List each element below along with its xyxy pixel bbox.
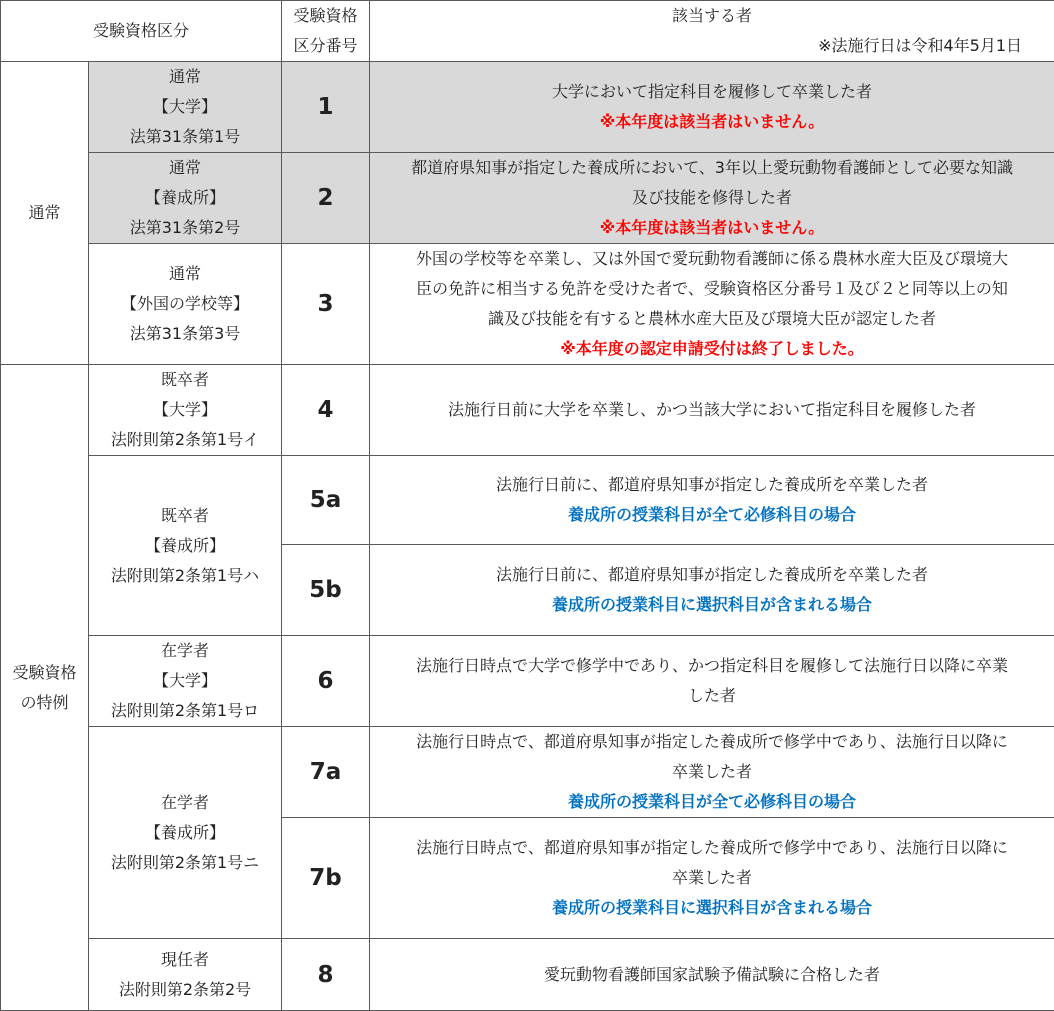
- description-cell: [370, 365, 1054, 456]
- group-normal: [1, 62, 89, 365]
- header-number-line2: 区分番号: [282, 31, 369, 61]
- category-number: 5b: [282, 545, 370, 636]
- description-line: 愛玩動物看護師国家試験予備試験に合格した者: [370, 960, 1054, 990]
- subcategory-line: 【大学】: [89, 395, 281, 425]
- description-line: 臣の免許に相当する免許を受けた者で、受験資格区分番号１及び２と同等以上の知: [370, 274, 1054, 304]
- table-row: [1, 727, 1054, 818]
- category-number: 2: [282, 153, 370, 244]
- category-number: 4: [282, 365, 370, 456]
- group-special: [1, 365, 89, 1011]
- description-cell: [370, 62, 1054, 153]
- subcategory-cell: [89, 365, 282, 456]
- table-row: [1, 244, 1054, 365]
- description-line: 法施行日時点で大学で修学中であり、かつ指定科目を履修して法施行日以降に卒業: [370, 651, 1054, 681]
- subcategory-line: 法附則第2条第1号ロ: [89, 696, 281, 726]
- subcategory-line: 既卒者: [89, 365, 281, 395]
- category-number: 3: [282, 244, 370, 365]
- header-eligible-label: 該当する者: [370, 1, 1054, 31]
- remark-red: ※本年度の認定申請受付は終了しました。: [370, 334, 1054, 364]
- subcategory-cell: [89, 62, 282, 153]
- header-category-label: 受験資格区分: [93, 21, 189, 40]
- description-line: 大学において指定科目を履修して卒業した者: [370, 77, 1054, 107]
- subcategory-line: 【大学】: [89, 92, 281, 122]
- remark-blue: 養成所の授業科目に選択科目が含まれる場合: [370, 590, 1054, 620]
- description-cell: [370, 939, 1054, 1011]
- table-row: [1, 153, 1054, 244]
- header-eligible: [370, 1, 1054, 62]
- subcategory-cell: [89, 636, 282, 727]
- category-number: 5a: [282, 456, 370, 545]
- description-line: 外国の学校等を卒業し、又は外国で愛玩動物看護師に係る農林水産大臣及び環境大: [370, 244, 1054, 274]
- subcategory-cell: [89, 244, 282, 365]
- subcategory-line: 法第31条第2号: [89, 213, 281, 243]
- description-cell: [370, 244, 1054, 365]
- subcategory-cell: [89, 456, 282, 636]
- subcategory-line: 通常: [89, 62, 281, 92]
- table-row: [1, 636, 1054, 727]
- subcategory-line: 法附則第2条第1号ニ: [89, 848, 281, 878]
- subcategory-cell: [89, 939, 282, 1011]
- description-line: 法施行日時点で、都道府県知事が指定した養成所で修学中であり、法施行日以降に: [370, 833, 1054, 863]
- table-row: [1, 62, 1054, 153]
- category-number: 1: [282, 62, 370, 153]
- remark-blue: 養成所の授業科目が全て必修科目の場合: [370, 500, 1054, 530]
- remark-red: ※本年度は該当者はいません。: [370, 213, 1054, 243]
- header-category: [1, 1, 282, 62]
- description-line: 卒業した者: [370, 757, 1054, 787]
- description-cell: [370, 818, 1054, 939]
- group-special-line2: の特例: [1, 688, 88, 718]
- description-cell: [370, 456, 1054, 545]
- description-cell: [370, 636, 1054, 727]
- category-number: 6: [282, 636, 370, 727]
- subcategory-cell: [89, 727, 282, 939]
- table-row: [1, 365, 1054, 456]
- table-row: [1, 939, 1054, 1011]
- subcategory-line: 在学者: [89, 636, 281, 666]
- subcategory-line: 既卒者: [89, 501, 281, 531]
- subcategory-line: 通常: [89, 153, 281, 183]
- subcategory-line: 法第31条第3号: [89, 319, 281, 349]
- subcategory-line: 在学者: [89, 788, 281, 818]
- description-line: した者: [370, 681, 1054, 711]
- subcategory-line: 【大学】: [89, 666, 281, 696]
- description-line: 法施行日時点で、都道府県知事が指定した養成所で修学中であり、法施行日以降に: [370, 727, 1054, 757]
- subcategory-line: 法附則第2条第1号イ: [89, 425, 281, 455]
- remark-blue: 養成所の授業科目に選択科目が含まれる場合: [370, 893, 1054, 923]
- description-line: 法施行日前に、都道府県知事が指定した養成所を卒業した者: [370, 470, 1054, 500]
- description-cell: [370, 727, 1054, 818]
- remark-red: ※本年度は該当者はいません。: [370, 107, 1054, 137]
- description-line: 法施行日前に大学を卒業し、かつ当該大学において指定科目を履修した者: [370, 395, 1054, 425]
- subcategory-line: 現任者: [89, 945, 281, 975]
- description-line: 卒業した者: [370, 863, 1054, 893]
- table-row: [1, 456, 1054, 545]
- subcategory-cell: [89, 153, 282, 244]
- subcategory-line: 【養成所】: [89, 183, 281, 213]
- header-number: [282, 1, 370, 62]
- subcategory-line: 法第31条第1号: [89, 122, 281, 152]
- category-number: 7b: [282, 818, 370, 939]
- subcategory-line: 法附則第2条第1号ハ: [89, 561, 281, 591]
- description-cell: [370, 545, 1054, 636]
- subcategory-line: 通常: [89, 259, 281, 289]
- subcategory-line: 法附則第2条第2号: [89, 975, 281, 1005]
- group-special-line1: 受験資格: [1, 658, 88, 688]
- description-cell: [370, 153, 1054, 244]
- description-line: 法施行日前に、都道府県知事が指定した養成所を卒業した者: [370, 560, 1054, 590]
- subcategory-line: 【外国の学校等】: [89, 289, 281, 319]
- header-note: ※法施行日は令和4年5月1日: [370, 31, 1054, 61]
- description-line: 都道府県知事が指定した養成所において、3年以上愛玩動物看護師として必要な知識: [370, 153, 1054, 183]
- category-number: 7a: [282, 727, 370, 818]
- description-line: 及び技能を修得した者: [370, 183, 1054, 213]
- category-number: 8: [282, 939, 370, 1011]
- subcategory-line: 【養成所】: [89, 818, 281, 848]
- subcategory-line: 【養成所】: [89, 531, 281, 561]
- header-row: [1, 1, 1054, 62]
- group-normal-label: 通常: [28, 203, 60, 222]
- header-number-line1: 受験資格: [282, 1, 369, 31]
- remark-blue: 養成所の授業科目が全て必修科目の場合: [370, 787, 1054, 817]
- description-line: 識及び技能を有すると農林水産大臣及び環境大臣が認定した者: [370, 304, 1054, 334]
